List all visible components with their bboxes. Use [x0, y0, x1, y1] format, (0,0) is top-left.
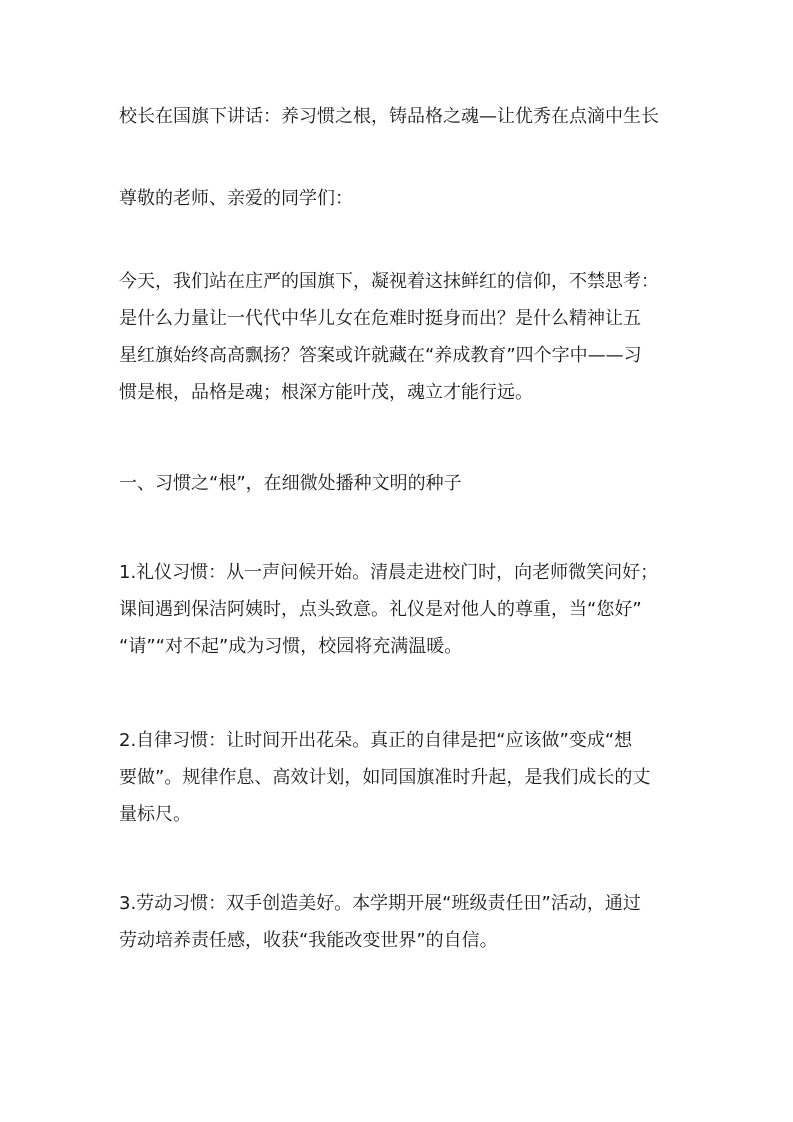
document-title [119, 98, 689, 135]
paragraph-line: 惯是根，品格是魂；根深方能叶茂，魂立才能行远。 [119, 382, 533, 403]
paragraph-line: 星红旗始终高高飘扬？答案或许就藏在“养成教育”四个字中——习 [119, 345, 642, 366]
title-text: 校长在国旗下讲话：养习惯之根，铸品格之魂—让优秀在点滴中生长 [119, 106, 659, 127]
paragraph-line: 量标尺。 [119, 804, 191, 825]
paragraph-line: 劳动培养责任感，收获“我能改变世界”的自信。 [119, 930, 498, 951]
section-heading-text: 一、习惯之“根”，在细微处播种文明的种子 [119, 473, 462, 494]
paragraph-line: 今天，我们站在庄严的国旗下，凝视着这抹鲜红的信仰，不禁思考： [119, 271, 659, 292]
item-self-discipline [119, 722, 689, 833]
paragraph-line: 课间遇到保洁阿姨时，点头致意。礼仪是对他人的尊重，当“您好” [119, 599, 642, 620]
section-heading [119, 465, 689, 502]
paragraph-line: 3.劳动习惯：双手创造美好。本学期开展“班级责任田”活动，通过 [119, 893, 641, 914]
item-labor [119, 885, 689, 959]
greeting [119, 180, 689, 217]
paragraph-line: 是什么力量让一代代中华儿女在危难时挺身而出？是什么精神让五 [119, 308, 641, 329]
paragraph-line: 要做”。规律作息、高效计划，如同国旗准时升起，是我们成长的丈 [119, 767, 651, 788]
paragraph-line: 1.礼仪习惯：从一声问候开始。清晨走进校门时，向老师微笑问好； [119, 562, 659, 583]
item-etiquette [119, 554, 689, 665]
intro-paragraph [119, 263, 689, 411]
paragraph-line: 2.自律习惯：让时间开出花朵。真正的自律是把“应该做”变成“想 [119, 730, 633, 751]
greeting-text: 尊敬的老师、亲爱的同学们： [119, 188, 353, 209]
paragraph-line: “请”“对不起”成为习惯，校园将充满温暖。 [119, 636, 463, 657]
